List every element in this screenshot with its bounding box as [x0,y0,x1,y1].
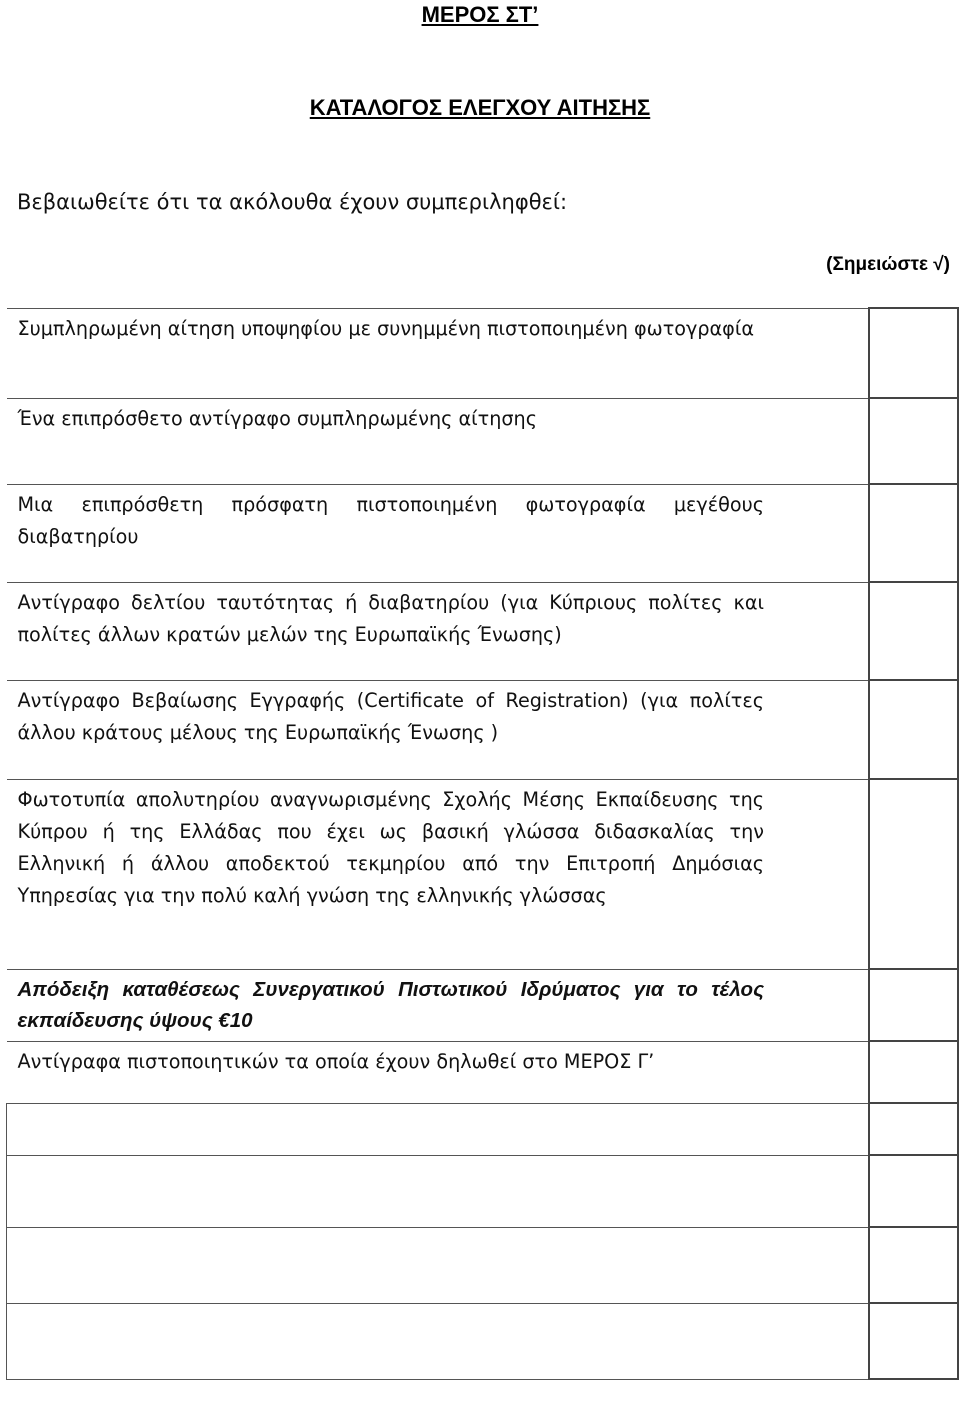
checklist-item-label: Αντίγραφο Βεβαίωσης Εγγραφής (Certificate of Registration) (για πολίτες άλλου κράτους μέλους της Ευρωπαϊκής Ένωσης ) [7,680,870,779]
checklist-row [7,308,959,398]
checkbox-cell[interactable] [869,1041,958,1103]
checklist-row [7,680,959,779]
checkbox-cell[interactable] [869,582,958,680]
checklist-item-label: Ένα επιπρόσθετο αντίγραφο συμπληρωμένης αίτησης [7,398,870,484]
checklist-table [6,307,959,1380]
checklist-item-label: Αντίγραφο δελτίου ταυτότητας ή διαβατηρίου (για Κύπριους πολίτες και πολίτες άλλων κρατών μελών της Ευρωπαϊκής Ένωσης) [7,582,870,680]
blank-entry-cell[interactable] [7,1103,870,1155]
checkbox-cell[interactable] [869,1103,958,1155]
checkbox-cell[interactable] [869,969,958,1041]
checklist-row [7,484,959,582]
checklist-row [7,582,959,680]
checklist-item-label: Συμπληρωμένη αίτηση υποψηφίου με συνημμένη πιστοποιημένη φωτογραφία [7,308,870,398]
checklist-item-label: Φωτοτυπία απολυτηρίου αναγνωρισμένης Σχολής Μέσης Εκπαίδευσης της Κύπρου ή της Ελλάδας που έχει ως βασική γλώσσα διδασκαλίας την Ελληνική ή άλλου αποδεκτού τεκμηρίου από την Επιτροπή Δημόσιας Υπηρεσίας για την πολύ καλή γνώση της ελληνικής γλώσσας [7,779,870,969]
blank-entry-cell[interactable] [7,1303,870,1379]
blank-entry-cell[interactable] [7,1227,870,1303]
checklist-row [7,969,959,1041]
part-title: ΜΕΡΟΣ ΣΤ’ [421,2,539,27]
checklist-item-label: Απόδειξη καταθέσεως Συνεργατικού Πιστωτικού Ιδρύματος για το τέλος εκπαίδευσης ύψους €10 [7,969,870,1041]
checklist-blank-row [7,1303,959,1379]
checkbox-cell[interactable] [869,484,958,582]
checkbox-cell[interactable] [869,308,958,398]
blank-entry-cell[interactable] [7,1155,870,1227]
tick-note: (Σημειώστε √) [826,254,950,275]
checklist-row [7,779,959,969]
checklist-row [7,398,959,484]
intro-text: Βεβαιωθείτε ότι τα ακόλουθα έχουν συμπεριληφθεί: [17,190,568,214]
checkbox-cell[interactable] [869,680,958,779]
checklist-blank-row [7,1103,959,1155]
checkbox-cell[interactable] [869,1303,958,1379]
checklist-item-label: Αντίγραφα πιστοποιητικών τα οποία έχουν δηλωθεί στο ΜΕΡΟΣ Γ’ [7,1041,870,1103]
checklist-blank-row [7,1155,959,1227]
checklist-blank-row [7,1227,959,1303]
checklist-row [7,1041,959,1103]
checkbox-cell[interactable] [869,1155,958,1227]
checkbox-cell[interactable] [869,398,958,484]
checklist-title: ΚΑΤΑΛΟΓΟΣ ΕΛΕΓΧΟΥ ΑΙΤΗΣΗΣ [309,95,651,120]
checkbox-cell[interactable] [869,779,958,969]
checkbox-cell[interactable] [869,1227,958,1303]
checklist-item-label: Μια επιπρόσθετη πρόσφατη πιστοποιημένη φωτογραφία μεγέθους διαβατηρίου [7,484,870,582]
